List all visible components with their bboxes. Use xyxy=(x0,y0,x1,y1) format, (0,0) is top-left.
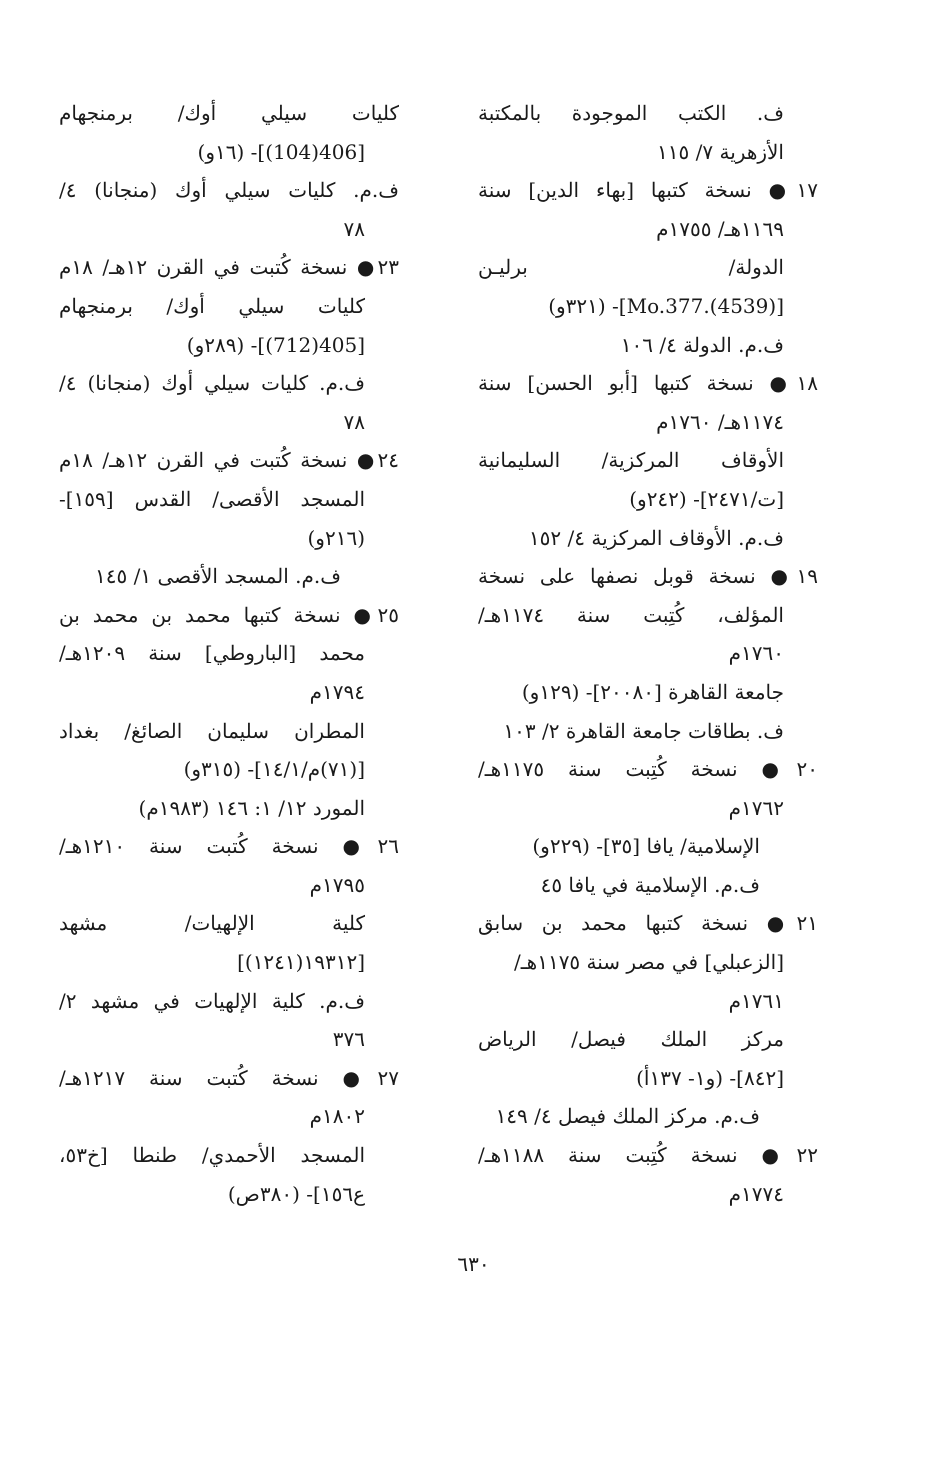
text-line: ف.م. كليات سيلي أوك (منجانا) ٤/ xyxy=(59,178,399,203)
text-line: ١٧٩٤م xyxy=(309,679,365,704)
text-line: المؤلف، كُتِبت سنة ١١٧٤هـ/ xyxy=(478,602,784,627)
text-line: [٨٤٢]- (و١- ١٣٧أ) xyxy=(636,1065,784,1090)
text-line: المسجد الأحمدي/ طنطا [خ٥٣، xyxy=(59,1143,365,1168)
text-line: ١٨● نسخة كتبها [أبو الحسن] سنة xyxy=(478,371,818,396)
text-line: المطران سليمان الصائغ/ بغداد xyxy=(59,718,365,743)
text-line: ٢٧● نسخة كُتبت سنة ١٢١٧هـ/ xyxy=(59,1065,399,1090)
text-line: الأزهرية ٧/ ١١٥ xyxy=(657,139,784,164)
text-line: ع١٥٦]- (٣٨٠ص) xyxy=(227,1181,365,1206)
text-line: الإسلامية/ يافا [٣٥]- (٢٢٩و) xyxy=(532,834,760,859)
text-line: ١١٦٩هـ/ ١٧٥٥م xyxy=(656,216,784,241)
page-number: ٦٣٠ xyxy=(457,1252,490,1276)
text-line: المورد ١٢/ ١: ١٤٦ (١٩٨٣م) xyxy=(138,795,365,820)
text-line: ف.م. المسجد الأقصى ١/ ١٤٥ xyxy=(95,564,341,589)
text-line: ف.م. كلية الإلهيات في مشهد ٢/ xyxy=(59,988,365,1013)
text-line: كلية الإلهيات/ مشهد xyxy=(59,911,365,936)
text-line: ١٧٦٢م xyxy=(728,795,784,820)
right-column xyxy=(478,94,818,1213)
text-line: جامعة القاهرة [٢٠٠٨٠]- (١٢٩و) xyxy=(521,679,784,704)
text-line: ٧٨ xyxy=(343,409,365,434)
text-line: ٢٤● نسخة كُتبت في القرن ١٢هـ/ ١٨م xyxy=(59,448,399,473)
text-line: [406(104)]- (١٦و) xyxy=(197,139,365,164)
text-line: كليات سيلي أوك/ برمنجهام xyxy=(59,101,399,125)
text-line: ٢٢● نسخة كُتِبت سنة ١١٨٨هـ/ xyxy=(478,1143,818,1168)
text-line: [(٧١)م/١٤/١]- (٣١٥و) xyxy=(183,757,365,782)
text-line: مركز الملك فيصل/ الرياض xyxy=(478,1027,784,1052)
text-line: الدولة/ برليـن xyxy=(478,255,784,280)
text-line: الأوقاف المركزية/ السليمانية xyxy=(478,448,784,473)
text-line: ٢٣● نسخة كُتبت في القرن ١٢هـ/ ١٨م xyxy=(59,255,399,280)
text-line: ٣٧٦ xyxy=(332,1027,365,1052)
text-line: ف. بطاقات جامعة القاهرة ٢/ ١٠٣ xyxy=(503,718,784,743)
text-line: ف.م. الإسلامية في يافا ٤٥ xyxy=(540,872,760,897)
text-line: [Mo.377.(4539)]- (٣٢١و) xyxy=(548,293,784,318)
text-line: ف. الكتب الموجودة بالمكتبة xyxy=(478,101,784,125)
text-line: ف.م. مركز الملك فيصل ٤/ ١٤٩ xyxy=(495,1104,760,1129)
text-line: ف.م. الدولة ٤/ ١٠٦ xyxy=(620,332,784,357)
text-line: ١٧● نسخة كتبها [بهاء الدين] سنة xyxy=(478,178,818,203)
text-line: ف.م. كليات سيلي أوك (منجانا) ٤/ xyxy=(59,371,365,396)
text-line: ١٧٩٥م xyxy=(309,872,365,897)
text-line: كليات سيلي أوك/ برمنجهام xyxy=(59,293,365,318)
text-line: ٢٠● نسخة كُتِبت سنة ١١٧٥هـ/ xyxy=(478,757,818,782)
left-column xyxy=(59,94,399,1213)
text-line: ٧٨ xyxy=(343,216,365,241)
text-line: ١٧٧٤م xyxy=(728,1181,784,1206)
text-line: ١٧٦٠م xyxy=(728,641,784,666)
text-line: المسجد الأقصى/ القدس [١٥٩]- xyxy=(59,486,365,511)
text-line: ١٨٠٢م xyxy=(309,1104,365,1129)
text-line: ف.م. الأوقاف المركزية ٤/ ١٥٢ xyxy=(528,525,784,550)
text-line: ٢٥● نسخة كتبها محمد بن محمد بن xyxy=(59,602,399,627)
text-line: ٢٦● نسخة كُتبت سنة ١٢١٠هـ/ xyxy=(59,834,399,859)
text-line: [405(712)]- (٢٨٩و) xyxy=(186,332,365,357)
text-line: [الزعبلي] في مصر سنة ١١٧٥هـ/ xyxy=(514,950,784,975)
text-line: ١٧٦١م xyxy=(728,988,784,1013)
text-line: ١٩● نسخة قوبل نصفها على نسخة xyxy=(478,564,818,589)
text-line: [١٩٣١٢(١٢٤١)] xyxy=(237,950,365,975)
text-line: (٢١٦و) xyxy=(307,525,365,550)
text-line: محمد [الباروطي] سنة ١٢٠٩هـ/ xyxy=(59,641,365,666)
text-line: ٢١● نسخة كتبها محمد بن سابق xyxy=(478,911,818,936)
text-line: [ت/٢٤٧١]- (٢٤٢و) xyxy=(629,486,784,511)
text-line: ١١٧٤هـ/ ١٧٦٠م xyxy=(656,409,784,434)
